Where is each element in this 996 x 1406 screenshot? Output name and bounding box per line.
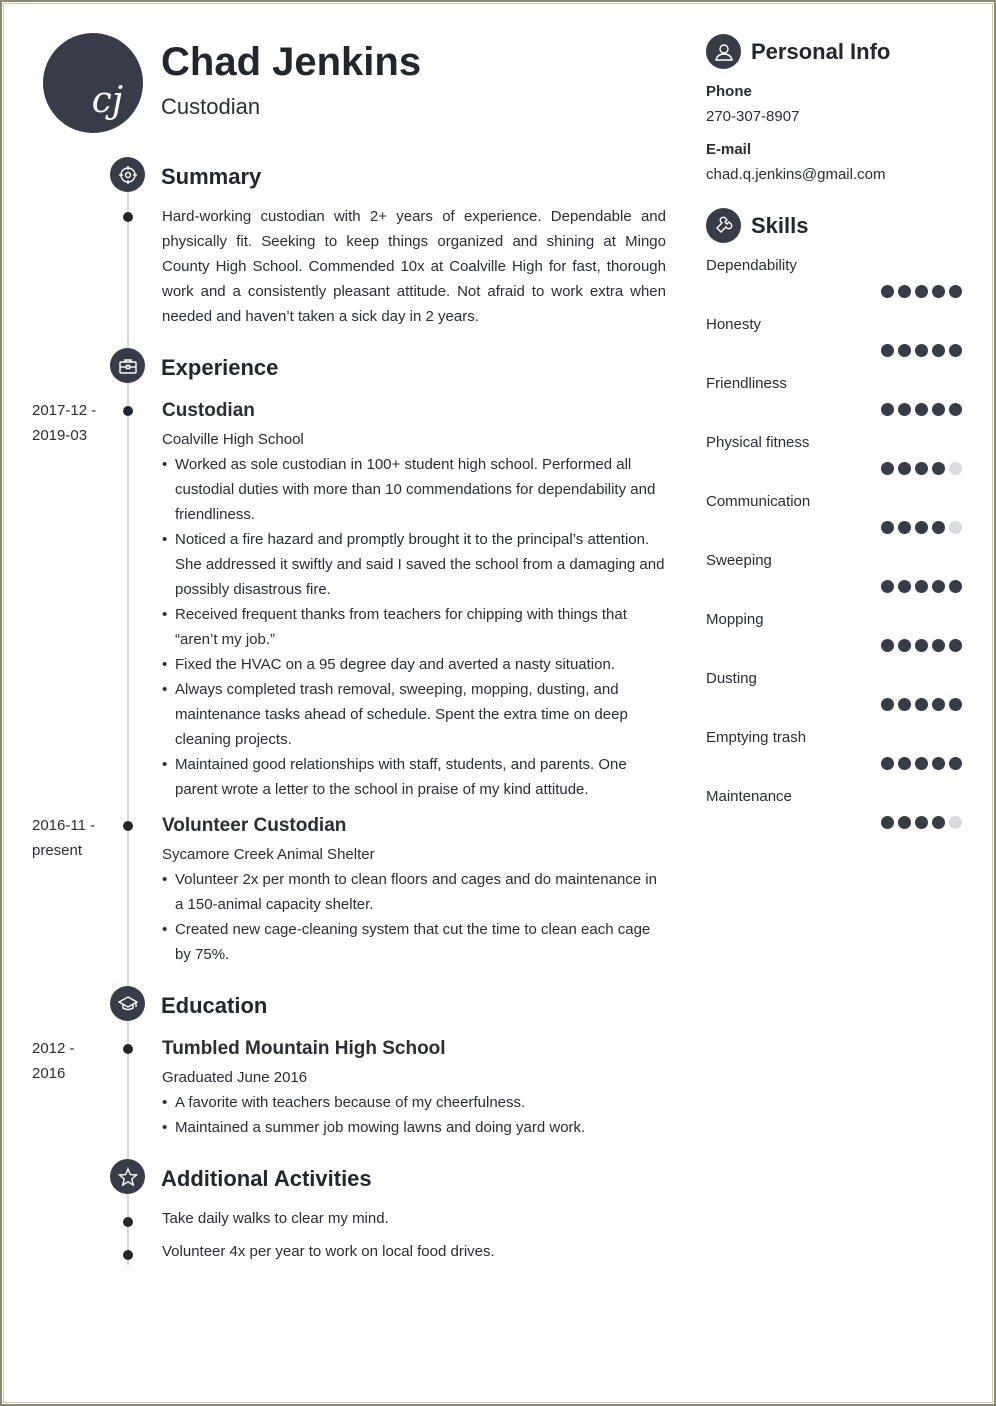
rating-dot — [949, 521, 962, 534]
education-date-end: 2016 — [32, 1065, 66, 1082]
skill-rating — [881, 521, 962, 534]
rating-dot — [949, 580, 962, 593]
phone-value: 270-307-8907 — [706, 108, 800, 125]
job-bullet: • Created new cage-cleaning system that cut the time to clean each cage by 75%. — [162, 917, 667, 967]
candidate-title: Custodian — [161, 94, 261, 119]
rating-dot — [949, 462, 962, 475]
rating-dot — [915, 580, 928, 593]
rating-dot — [932, 462, 945, 475]
avatar — [43, 33, 143, 133]
rating-dot — [881, 285, 894, 298]
rating-dot — [949, 757, 962, 770]
experience-heading: Experience — [161, 355, 279, 380]
activity-item: Take daily walks to clear my mind. — [162, 1210, 389, 1227]
activities-section-icon — [110, 1159, 145, 1194]
skill-rating — [881, 403, 962, 416]
rating-dot — [915, 639, 928, 652]
rating-dot — [915, 698, 928, 711]
rating-dot — [898, 285, 911, 298]
skill-row — [706, 670, 962, 720]
timeline-dot — [123, 1044, 133, 1054]
timeline-dot — [123, 1250, 133, 1260]
rating-dot — [898, 344, 911, 357]
skill-rating — [881, 462, 962, 475]
skill-name: Emptying trash — [706, 729, 807, 746]
rating-dot — [898, 816, 911, 829]
target-icon — [118, 165, 138, 185]
skill-name: Physical fitness — [706, 434, 810, 451]
rating-dot — [881, 403, 894, 416]
summary-section-icon — [110, 157, 145, 192]
skill-row — [706, 493, 962, 543]
skill-row — [706, 375, 962, 425]
candidate-name: Chad Jenkins — [161, 40, 422, 84]
summary-heading: Summary — [161, 164, 262, 189]
skill-row — [706, 552, 962, 602]
job-bullet: • Worked as sole custodian in 100+ student high school. Performed all custodial duties with more than 10 commendations for dependability and friendliness. — [162, 452, 667, 527]
rating-dot — [949, 816, 962, 829]
timeline-dot — [123, 821, 133, 831]
skills-icon — [706, 208, 741, 243]
job-company: Coalville High School — [162, 431, 304, 448]
job-bullet: • Volunteer 2x per month to clean floors and cages and do maintenance in a 150-animal capacity shelter. — [162, 867, 667, 917]
skill-row — [706, 788, 962, 838]
education-bullet: • A favorite with teachers because of my cheerfulness. — [162, 1090, 667, 1115]
rating-dot — [932, 757, 945, 770]
skill-rating — [881, 698, 962, 711]
skill-name: Friendliness — [706, 375, 787, 392]
skill-name: Mopping — [706, 611, 764, 628]
rating-dot — [898, 639, 911, 652]
rating-dot — [881, 580, 894, 593]
rating-dot — [898, 521, 911, 534]
job-date-start: 2016-11 - — [32, 817, 96, 834]
job-date — [32, 813, 95, 863]
rating-dot — [949, 639, 962, 652]
job-bullets — [162, 867, 667, 967]
avatar-initials: cj — [91, 80, 123, 121]
skill-row — [706, 611, 962, 661]
skill-rating — [881, 344, 962, 357]
rating-dot — [898, 698, 911, 711]
rating-dot — [881, 521, 894, 534]
rating-dot — [881, 698, 894, 711]
job-date-end: present — [32, 842, 83, 859]
email-label: E-mail — [706, 141, 752, 158]
skill-name: Maintenance — [706, 788, 792, 805]
skill-rating — [881, 285, 962, 298]
rating-dot — [932, 639, 945, 652]
rating-dot — [932, 580, 945, 593]
rating-dot — [932, 816, 945, 829]
timeline-dot — [123, 406, 133, 416]
job-title: Volunteer Custodian — [162, 815, 347, 836]
rating-dot — [949, 285, 962, 298]
rating-dot — [915, 462, 928, 475]
skill-rating — [881, 580, 962, 593]
job-bullet: • Received frequent thanks from teachers for chipping with things that “aren’t my job.” — [162, 602, 667, 652]
skill-name: Dusting — [706, 670, 757, 687]
rating-dot — [915, 816, 928, 829]
timeline-dot — [123, 212, 133, 222]
rating-dot — [915, 757, 928, 770]
activity-item: Volunteer 4x per year to work on local food drives. — [162, 1243, 495, 1260]
rating-dot — [898, 403, 911, 416]
star-icon — [118, 1167, 138, 1187]
rating-dot — [898, 580, 911, 593]
skill-row — [706, 257, 962, 307]
job-company: Sycamore Creek Animal Shelter — [162, 846, 375, 863]
skill-row — [706, 316, 962, 366]
skill-name: Communication — [706, 493, 811, 510]
job-bullets — [162, 452, 667, 802]
skill-name: Sweeping — [706, 552, 772, 569]
rating-dot — [932, 403, 945, 416]
graduation-cap-icon — [118, 994, 138, 1014]
rating-dot — [881, 816, 894, 829]
rating-dot — [932, 285, 945, 298]
briefcase-icon — [118, 356, 138, 376]
rating-dot — [932, 521, 945, 534]
skill-name: Dependability — [706, 257, 797, 274]
rating-dot — [932, 698, 945, 711]
education-bullets — [162, 1090, 667, 1140]
education-bullet: • Maintained a summer job mowing lawns and doing yard work. — [162, 1115, 667, 1140]
education-date-start: 2012 - — [32, 1040, 75, 1057]
job-date-start: 2017-12 - — [32, 402, 97, 419]
education-detail: Graduated June 2016 — [162, 1069, 308, 1086]
rating-dot — [898, 757, 911, 770]
rating-dot — [949, 344, 962, 357]
rating-dot — [915, 344, 928, 357]
email-value: chad.q.jenkins@gmail.com — [706, 166, 886, 183]
job-bullet: • Fixed the HVAC on a 95 degree day and averted a nasty situation. — [162, 652, 667, 677]
rating-dot — [915, 285, 928, 298]
job-title: Custodian — [162, 400, 255, 421]
rating-dot — [949, 698, 962, 711]
skills-heading: Skills — [751, 213, 809, 238]
job-date-end: 2019-03 — [32, 427, 88, 444]
user-icon — [714, 42, 734, 62]
timeline-dot — [123, 1217, 133, 1227]
skill-rating — [881, 816, 962, 829]
rating-dot — [881, 639, 894, 652]
activities-heading: Additional Activities — [161, 1166, 372, 1191]
rating-dot — [881, 462, 894, 475]
skill-rating — [881, 639, 962, 652]
phone-label: Phone — [706, 83, 752, 100]
job-bullet: • Noticed a fire hazard and promptly brought it to the principal’s attention. She addressed it swiftly and said I saved the school from a damaging and possibly disastrous fire. — [162, 527, 667, 602]
experience-section-icon — [110, 348, 145, 383]
rating-dot — [915, 403, 928, 416]
job-date — [32, 398, 96, 448]
skill-name: Honesty — [706, 316, 762, 333]
education-section-icon — [110, 986, 145, 1021]
education-date — [32, 1036, 75, 1086]
summary-text: Hard-working custodian with 2+ years of experience. Dependable and physically fit. Seeking to keep things organized and shining at Mingo County High School. Commended 10x at Coalville High for fast, thorough work and a consistently pleasant attitude. Not afraid to work extra when needed and haven’t taken a sick day in 2 years. — [162, 208, 666, 325]
rating-dot — [949, 403, 962, 416]
personal-info-heading: Personal Info — [751, 39, 891, 64]
personal-info-icon — [706, 34, 741, 69]
skill-row — [706, 434, 962, 484]
rating-dot — [898, 462, 911, 475]
rating-dot — [932, 344, 945, 357]
education-heading: Education — [161, 993, 268, 1018]
skill-rating — [881, 757, 962, 770]
rating-dot — [881, 344, 894, 357]
school-name: Tumbled Mountain High School — [162, 1038, 446, 1059]
rating-dot — [881, 757, 894, 770]
skill-row — [706, 729, 962, 779]
job-bullet: • Always completed trash removal, sweeping, mopping, dusting, and maintenance tasks ahead of schedule. Spent the extra time on deep cleaning projects. — [162, 677, 667, 752]
timeline-line — [127, 175, 129, 1265]
job-bullet: • Maintained good relationships with staff, students, and parents. One parent wrote a letter to the school in praise of my kind attitude. — [162, 752, 667, 802]
rating-dot — [915, 521, 928, 534]
puzzle-icon — [714, 216, 734, 236]
